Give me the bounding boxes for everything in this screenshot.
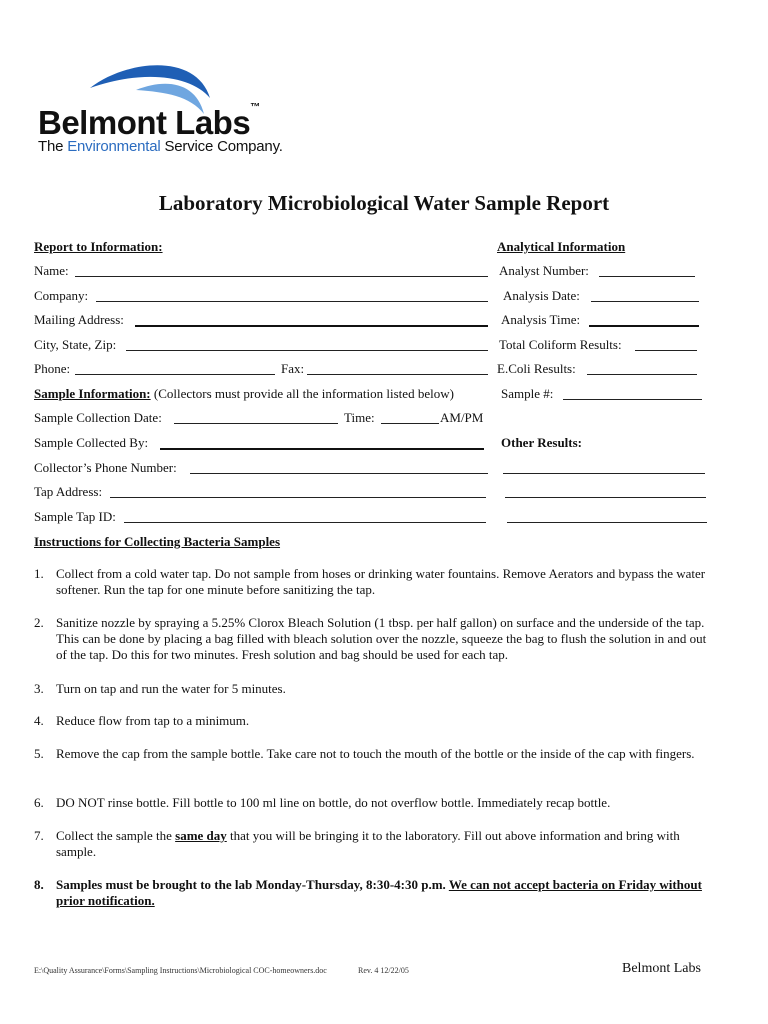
item7-pre: Collect the sample the [56,828,176,843]
tagline-post: Service Company. [160,138,283,155]
other-results-label: Other Results: [501,435,583,450]
instruction-number: 8. [34,877,44,892]
footer-brand: Belmont Labs [622,961,701,976]
other-results-line-1[interactable] [503,473,705,474]
ecoli-field[interactable] [587,374,697,375]
analyst-number-field[interactable] [599,276,695,277]
total-coliform-label: Total Coliform Results: [499,337,622,352]
fax-field[interactable] [307,374,488,375]
fax-label: Fax: [281,361,305,376]
tagline-pre: The [38,138,68,155]
sample-number-field[interactable] [563,399,702,400]
city-state-zip-field[interactable] [126,350,488,351]
footer-file-path: E:\Quality Assurance\Forms\Sampling Instructions\Microbiological COC-homeowners.doc [34,966,327,975]
instruction-text: Collect from a cold water tap. Do not sample from hoses or drinking water fountains. Remove Aerators and bypass the water softener. Run the tap for one minute before sanitizing the tap. [56,566,706,597]
logo-tagline [38,138,283,155]
analysis-date-label: Analysis Date: [503,288,580,303]
item7-post: that you will be bringing it to the laboratory. Fill out above information and bring with sample. [56,828,680,859]
collected-by-field[interactable] [160,448,484,450]
city-state-zip-label: City, State, Zip: [34,337,117,352]
ampm-label: AM/PM [440,410,484,425]
instruction-number: 5. [34,746,44,761]
report-to-heading: Report to Information: [34,239,163,254]
instruction-number: 6. [34,795,44,810]
instruction-text: Turn on tap and run the water for 5 minutes. [56,681,286,696]
instruction-number: 1. [34,566,44,581]
sample-info-row [34,386,454,402]
collector-phone-field[interactable] [190,473,488,474]
instruction-text [56,828,716,860]
tap-address-label: Tap Address: [34,484,103,499]
instruction-number: 7. [34,828,44,843]
tap-id-field[interactable] [124,522,486,523]
collected-by-label: Sample Collected By: [34,435,149,450]
total-coliform-field[interactable] [635,350,697,351]
collection-date-label: Sample Collection Date: [34,410,162,425]
time-label: Time: [344,410,375,425]
instruction-text: Reduce flow from tap to a minimum. [56,713,250,728]
logo-wordmark [38,104,260,142]
mailing-address-field[interactable] [135,325,488,327]
company-field[interactable] [96,301,488,302]
sample-info-heading: Sample Information: [34,386,151,401]
tap-address-field[interactable] [110,497,486,498]
collection-time-field[interactable] [381,423,439,424]
instruction-text: Sanitize nozzle by spraying a 5.25% Clorox Bleach Solution (1 tbsp. per half gallon) on surface and the underside of the tap. This can be done by placing a bag filled with bleach solution over the nozzle, squeeze the bag to flush the solution in and out of the tap. Do this for two minutes. Fresh solution and bag should be used for each tap. [56,615,707,662]
sample-info-note: (Collectors must provide all the information listed below) [153,386,454,401]
instruction-number: 3. [34,681,44,696]
name-label: Name: [34,263,69,278]
analysis-time-label: Analysis Time: [501,312,581,327]
tagline-accent: Environmental [67,138,161,155]
analysis-time-field[interactable] [589,325,699,327]
instruction-number: 4. [34,713,44,728]
analysis-date-field[interactable] [591,301,699,302]
sample-number-label: Sample #: [501,386,554,401]
phone-field[interactable] [75,374,275,375]
instruction-text: Remove the cap from the sample bottle. Take care not to touch the mouth of the bottle or the inside of the cap with fingers. [56,746,695,761]
tap-id-label: Sample Tap ID: [34,509,116,524]
footer-revision: Rev. 4 12/22/05 [358,966,409,975]
company-label: Company: [34,288,89,303]
item7-emphasis: same day [175,828,227,843]
instruction-text [56,877,716,909]
logo-name: Belmont Labs [38,104,251,141]
trademark-symbol: ™ [250,102,260,113]
instructions-heading: Instructions for Collecting Bacteria Samples [34,534,281,549]
name-field[interactable] [75,276,488,277]
page-title: Laboratory Microbiological Water Sample Report [158,191,610,215]
analytical-heading: Analytical Information [497,239,626,254]
instruction-number: 2. [34,615,44,630]
item8-underline: We can not accept bacteria on Friday without prior notification. [56,877,702,908]
collection-date-field[interactable] [174,423,338,424]
item8-bold: Samples must be brought to the lab Monday-Thursday, 8:30-4:30 p.m. [56,877,449,892]
mailing-address-label: Mailing Address: [34,312,124,327]
instruction-text: DO NOT rinse bottle. Fill bottle to 100 ml line on bottle, do not overflow bottle. Immediately recap bottle. [56,795,611,810]
analyst-number-label: Analyst Number: [499,263,589,278]
other-results-line-2[interactable] [505,497,706,498]
other-results-line-3[interactable] [507,522,707,523]
collector-phone-label: Collector’s Phone Number: [34,460,177,475]
phone-label: Phone: [34,361,71,376]
ecoli-label: E.Coli Results: [497,361,576,376]
